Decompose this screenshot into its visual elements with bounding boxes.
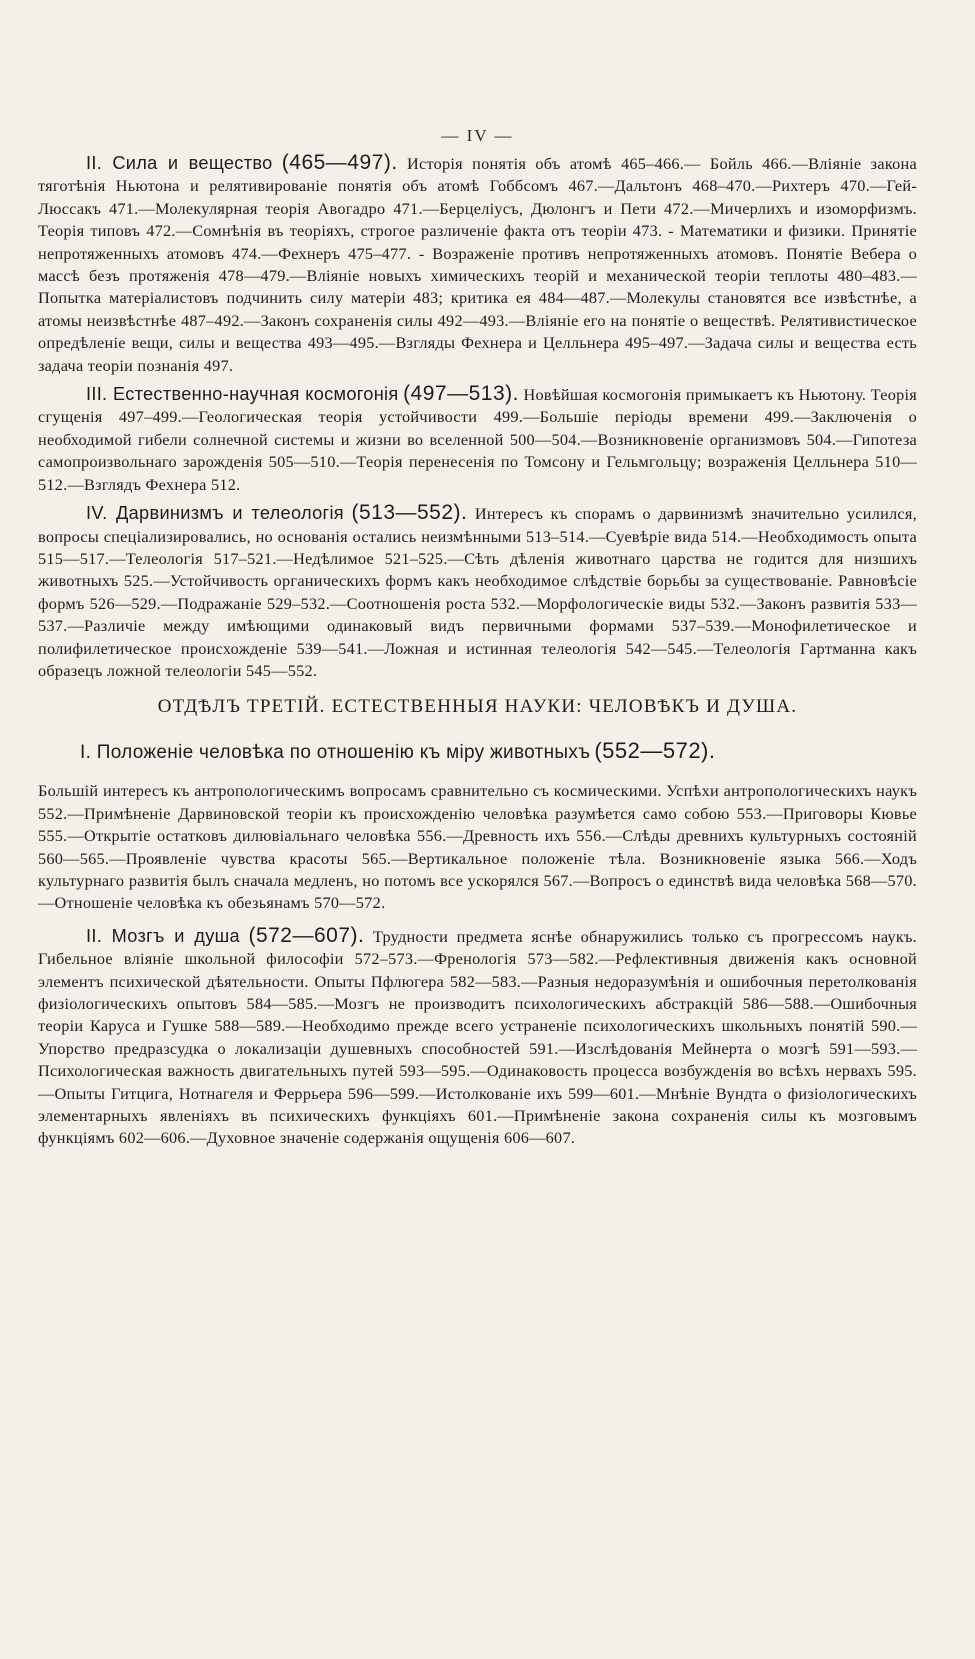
chapter-2-range: (572—607). (248, 923, 365, 947)
page-number: — IV — (441, 126, 514, 145)
section-4-title: IV. Дарвинизмъ и телеологія (86, 503, 344, 524)
chapter-2-title: II. Мозгъ и душа (86, 925, 240, 946)
chapter-2-text: Трудности предмета яснѣе обнаружились только съ прогрессомъ наукъ. Гибельное вліяніе школьной философіи 572–573.—Френологія 573—582.—Рефлективныя движенія какъ основной элементъ психической дѣятельности. Опыты Пфлюгера 582—583.—Разныя недоразумѣнія и ошибочныя перетолкованія физіологическихъ опытовъ 584—585.—Мозгъ не производитъ психологическихъ абстракцій 586—588.—Ошибочныя теоріи Каруса и Гушке 588—589.—Необходимо прежде всего устраненіе психологическихъ школьныхъ понятій 590.—Упорство предразсудка о локализаціи душевныхъ способностей 591.—Изслѣдованія Мейнерта о мозгѣ 591—593.—Психологическая важность двигательныхъ путей 593—595.—Одинаковость процесса возбужденія во всѣхъ нервахъ 595.—Опыты Гитцига, Нотнагеля и Феррьера 596—599.—Истолкованіе ихъ 599—601.—Мнѣніе Вундта о физіологическихъ элементарныхъ явленіяхъ въ психическихъ функціяхъ 601.—Примѣненіе закона сохраненія силы къ мозговымъ функціямъ 602—606.—Духовное значеніе содержанія ощущенія 606—607. (38, 926, 918, 1148)
chapter-1-title: I. Положеніе человѣка по отношенію къ міру животныхъ (80, 742, 591, 764)
section-3-title: III. Естественно-научная космогонія (86, 384, 399, 405)
part-heading: ОТДѢЛЪ ТРЕТІЙ. ЕСТЕСТВЕННЫЯ НАУКИ: ЧЕЛОВѢКЪ И ДУША. (157, 696, 798, 718)
section-3-text: Новѣйшая космогонія примыкаетъ къ Ньютону. Теорія сгущенія 497–499.—Геологическая теорія устойчивости 499.—Большіе періоды времени 499.—Заключенія о необходимой гибели солнечной системы и жизни во вселенной 500—504.—Возникновеніе организмовъ 504.—Гипотеза самопроизвольнаго зарожденія 505—510.—Теорія перенесенія по Томсону и Гельмгольцу; возраженія Целльнера 510—512.—Взглядъ Фехнера 512. (38, 385, 918, 494)
section-2-title: II. Сила и вещество (86, 153, 273, 173)
chapter-1-range: (552—572). (594, 738, 716, 764)
chapter-2-paragraph (38, 925, 917, 1150)
section-3-paragraph (38, 383, 917, 496)
chapter-1-heading (38, 738, 917, 764)
section-4-range: (513—552). (351, 501, 468, 525)
section-2-range: (465—497). (281, 151, 398, 174)
section-2-paragraph (38, 152, 917, 377)
section-4-text: Интересъ къ спорамъ о дарвинизмѣ значительно усилился, вопросы спеціализировались, но основанія остались неизмѣнными 513–514.—Суевѣріе вида 514.—Необходимость опыта 515—517.—Телеологія 517–521.—Недѣлимое 521–525.—Сѣть дѣленія животнаго царства не годится для низшихъ животныхъ 525.—Устойчивость органическихъ формъ какъ необходимое слѣдствіе борьбы за существованіе. Равновѣсіе формъ 526—529.—Подражаніе 529–532.—Соотношенія роста 532.—Морфологическіе виды 532.—Законъ развитія 533—537.—Различіе между имѣющими одинаковый видъ первичными формами 537–539.—Монофилетическое и полифилетическое происхожденіе 539—541.—Ложная и истинная телеологія 542—545.—Телеологія Гартманна какъ образецъ ложной телеологіи 545—552. (38, 504, 917, 680)
section-2-text: Исторія понятія объ атомѣ 465–466.— Бойль 466.—Вліяніе закона тяготѣнія Ньютона и релятивированіе понятія объ атомѣ Гоббсомъ 467.—Дальтонъ 468–470.—Рихтеръ 470.—Гей-Люссакъ 471.—Молекулярная теорія Авогадро 471.—Берцеліусъ, Дюлонгъ и Пети 472.—Мичерлихъ и изоморфизмъ. Теорія типовъ 472.—Сомнѣнія въ теоріяхъ, строгое различеніе факта отъ теоріи 473. - Математики и физики. Принятіе непротяженныхъ атомовъ 474.—Фехнеръ 475–477. - Возраженіе противъ непротяженныхъ атомовъ. Понятіе Вебера о массѣ безъ протяженія 478—479.—Вліяніе новыхъ химическихъ теорій и механической теоріи теплоты 480–483.—Попытка матеріалистовъ подчинить силу матеріи 483; критика ея 484—487.—Молекулы становятся все извѣстнѣе, а атомы неизвѣстнѣе 487–492.—Законъ сохраненія силы 492—493.—Вліяніе его на понятіе о веществѣ. Релятивистическое опредѣленіе вещи, силы и вещества 493—495.—Взгляды Фехнера и Целльнера 495–497.—Задача силы и вещества есть задача теоріи познанія 497. (38, 154, 917, 375)
chapter-1-text: Большій интересъ къ антропологическимъ вопросамъ сравнительно съ космическими. Успѣхи антропологическихъ наукъ 552.—Примѣненіе Дарвиновской теоріи къ происхожденію человѣка разумѣется само собою 553.—Приговоры Кювье 555.—Открытіе остатковъ дилювіальнаго человѣка 556.—Древность ихъ 556.—Слѣды древнихъ культурныхъ состояній 560—565.—Проявленіе чувства красоты 565.—Вертикальное положеніе тѣла. Возникновеніе языка 566.—Ходъ культурнаго развитія былъ сначала медленъ, но потомъ все ускорялся 567.—Вопросъ о единствѣ вида человѣка 568—570.—Отношеніе человѣка къ обезьянамъ 570—572. (38, 781, 917, 913)
section-3-range: (497—513). (403, 382, 519, 406)
section-4-paragraph (38, 502, 917, 682)
